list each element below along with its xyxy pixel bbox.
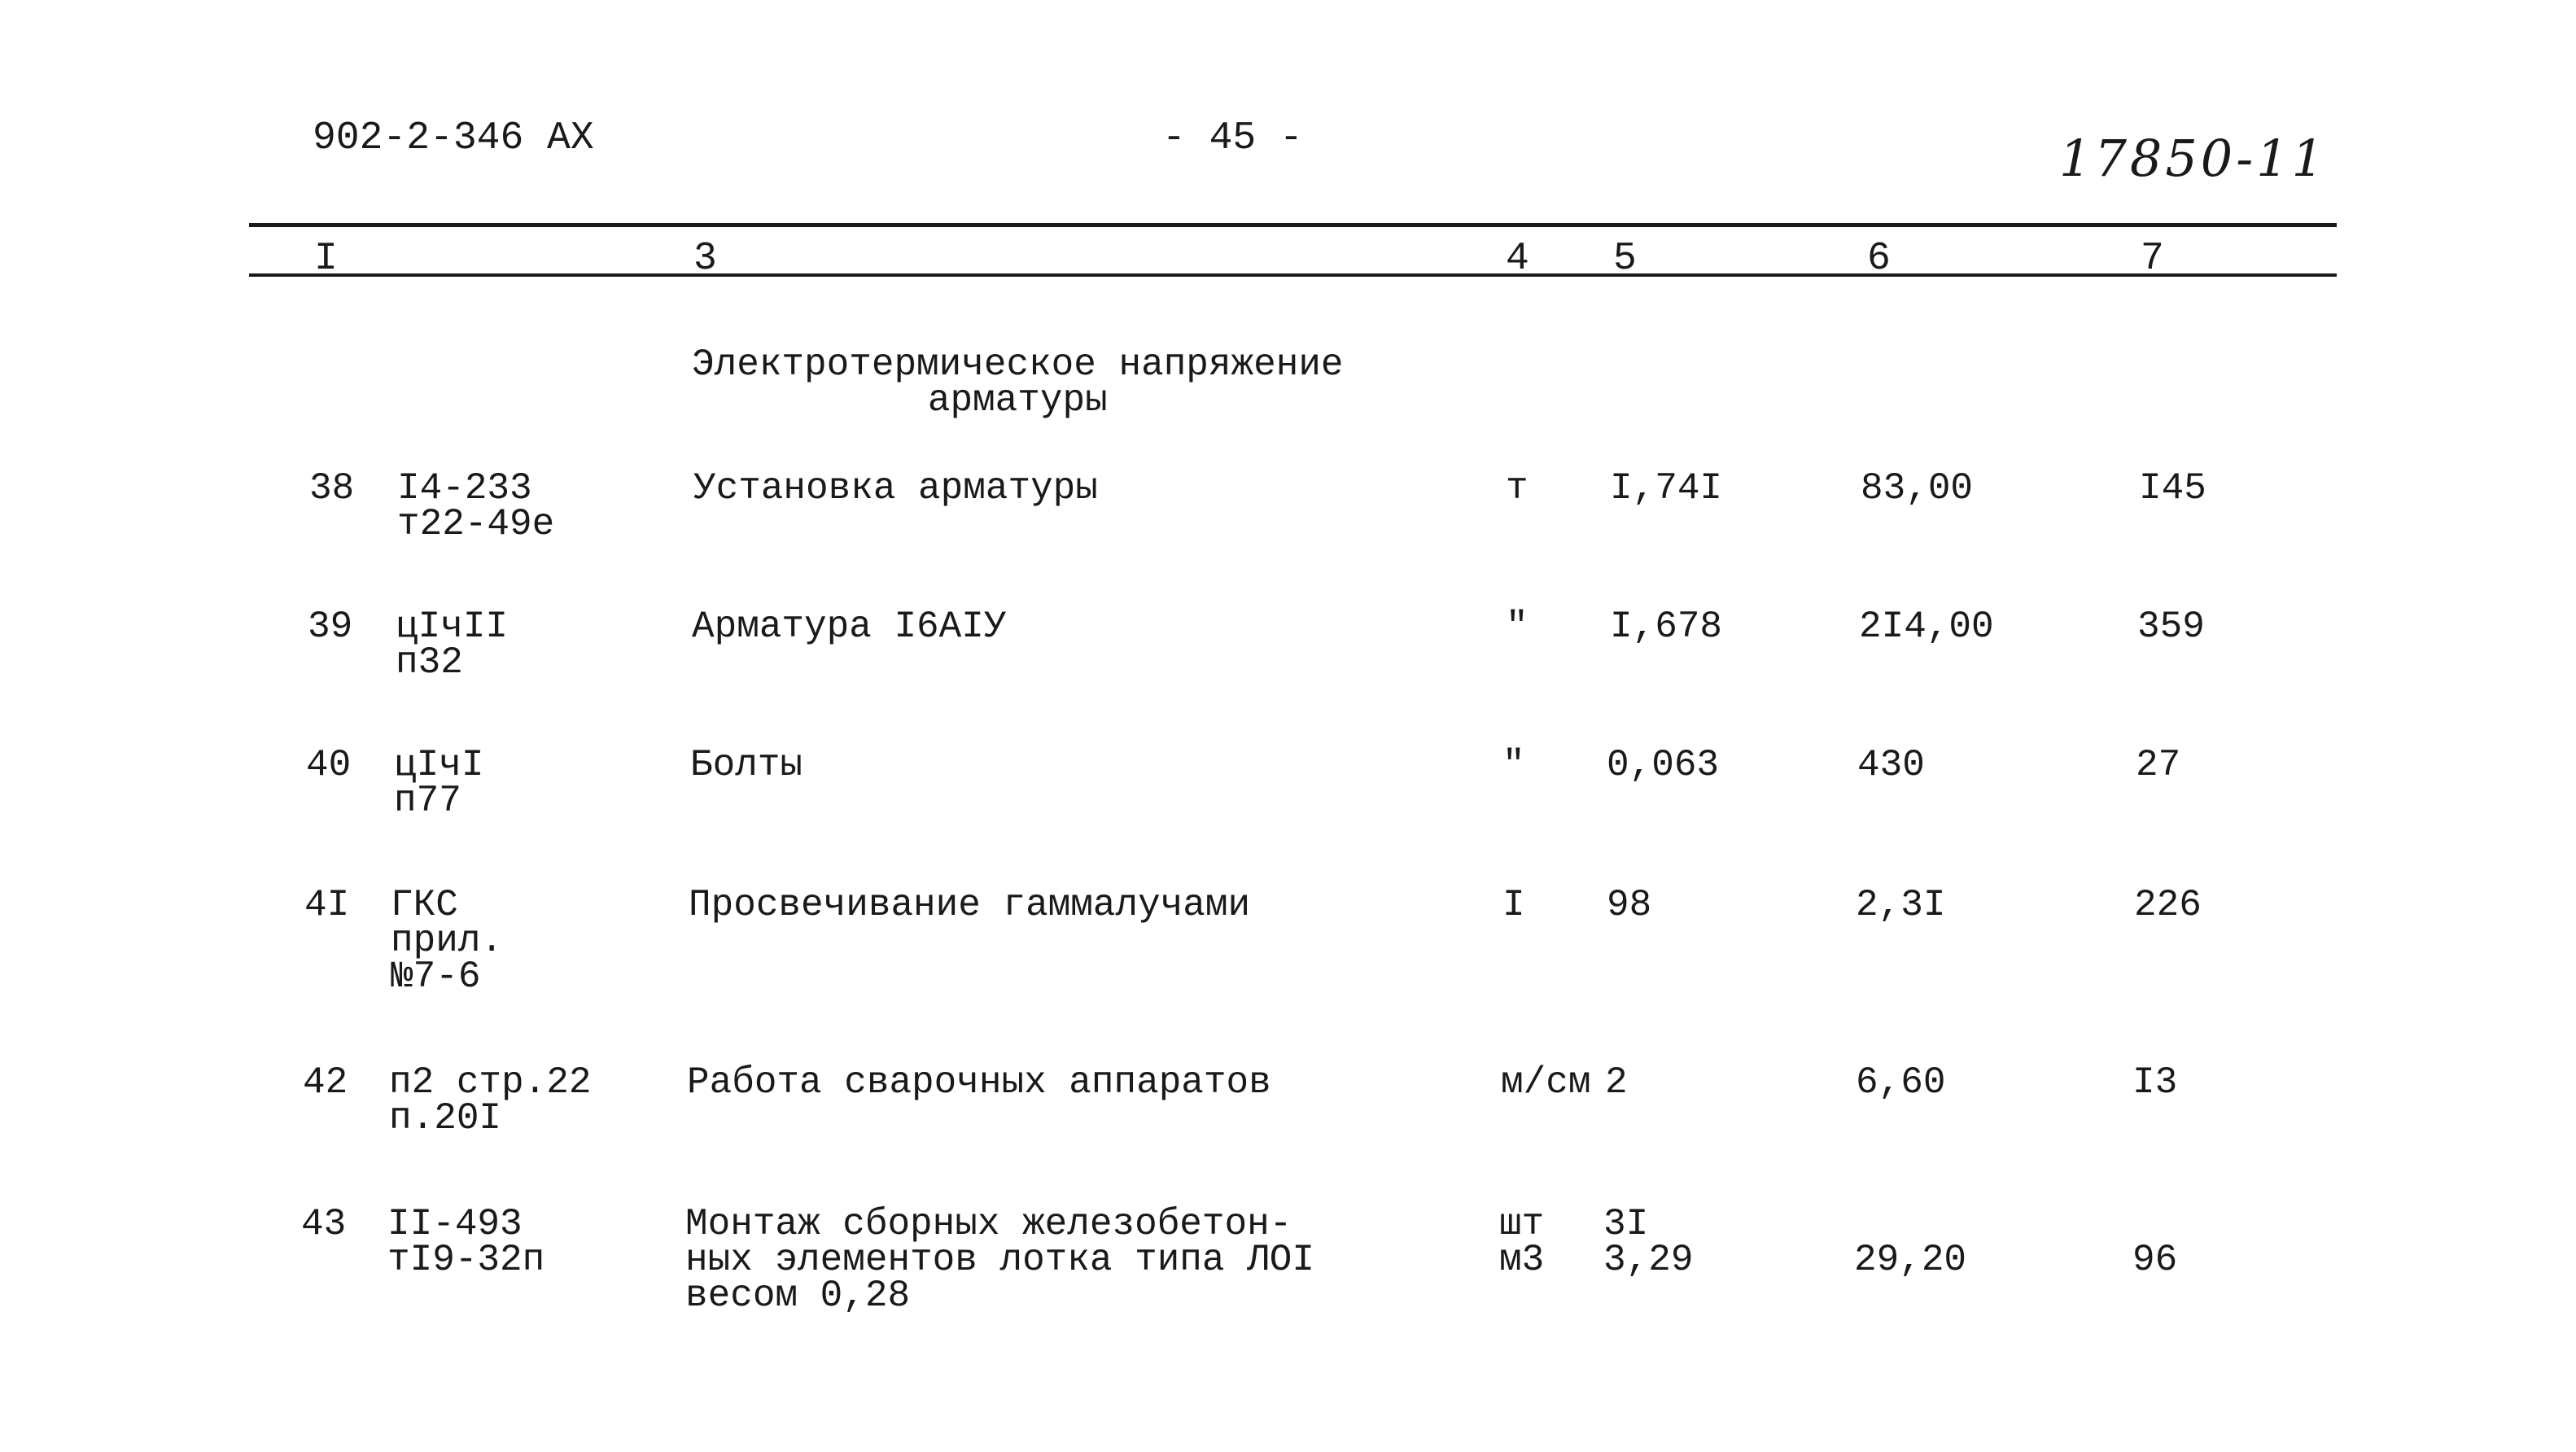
column-header-6: 6 bbox=[1867, 237, 1891, 281]
row-unit-price: 2I4,00 bbox=[1859, 606, 1994, 648]
row-quantity bbox=[1603, 1203, 1694, 1281]
code-line: п.20I bbox=[389, 1097, 502, 1139]
code-line: п32 bbox=[396, 641, 463, 684]
row-total: 226 bbox=[2134, 884, 2202, 926]
row-number: 40 bbox=[306, 744, 352, 786]
row-number: 38 bbox=[309, 467, 355, 510]
description-line: Монтаж сборных железобетон- bbox=[685, 1203, 1292, 1245]
row-code bbox=[396, 606, 509, 684]
column-header-5: 5 bbox=[1613, 237, 1637, 281]
code-line: цIчI bbox=[394, 744, 484, 786]
code-line: ГКС bbox=[391, 884, 458, 926]
row-unit-price: 430 bbox=[1857, 744, 1925, 786]
row-quantity: I,678 bbox=[1610, 606, 1723, 648]
code-line: I4-233 bbox=[397, 467, 532, 510]
section-title-line: арматуры bbox=[927, 379, 1108, 422]
column-header-7: 7 bbox=[2141, 237, 2164, 281]
code-line: II-493 bbox=[387, 1203, 523, 1245]
row-unit: " bbox=[1506, 606, 1529, 648]
row-description: Установка арматуры bbox=[693, 467, 1098, 510]
table-header-rule bbox=[249, 273, 2337, 277]
row-number: 39 bbox=[308, 606, 353, 648]
section-title-line: Электротермическое напряжение bbox=[692, 343, 1344, 386]
row-code bbox=[389, 1061, 592, 1139]
page-number: - 45 - bbox=[1162, 116, 1303, 160]
code-line: п2 стр.22 bbox=[389, 1061, 592, 1104]
row-code bbox=[391, 884, 504, 998]
document-code: 902-2-346 АХ bbox=[313, 116, 594, 160]
handwritten-reference: 17850-11 bbox=[2059, 129, 2328, 188]
row-total: 27 bbox=[2136, 744, 2181, 786]
quantity-line: 3,29 bbox=[1603, 1239, 1694, 1281]
code-line: №7-6 bbox=[391, 956, 481, 998]
row-total: 96 bbox=[2132, 1239, 2178, 1281]
row-total: 359 bbox=[2137, 606, 2205, 648]
column-header-4: 4 bbox=[1506, 237, 1529, 281]
row-unit-price: 2,3I bbox=[1856, 884, 1946, 926]
row-total: I45 bbox=[2139, 467, 2206, 510]
code-line: п77 bbox=[394, 780, 461, 822]
section-title bbox=[692, 343, 1344, 422]
row-unit: I bbox=[1502, 884, 1525, 926]
description-line: весом 0,28 bbox=[685, 1275, 911, 1317]
quantity-line: 3I bbox=[1603, 1203, 1649, 1245]
row-unit-price: 6,60 bbox=[1856, 1061, 1946, 1104]
code-line: цIчII bbox=[396, 606, 509, 648]
row-number: 43 bbox=[301, 1203, 347, 1245]
code-line: т22-49е bbox=[397, 503, 555, 545]
column-header-3: 3 bbox=[693, 237, 717, 281]
code-line: тI9-32п bbox=[387, 1239, 545, 1281]
row-unit-price: 29,20 bbox=[1854, 1239, 1967, 1281]
row-total: I3 bbox=[2132, 1061, 2178, 1104]
unit-line: шт bbox=[1499, 1203, 1545, 1245]
row-description: Болты bbox=[690, 744, 803, 786]
row-description bbox=[685, 1203, 1314, 1317]
code-line: прил. bbox=[391, 920, 504, 962]
row-unit: " bbox=[1502, 744, 1525, 786]
row-number: 42 bbox=[303, 1061, 348, 1104]
row-quantity: 0,063 bbox=[1607, 744, 1720, 786]
row-quantity: I,74I bbox=[1610, 467, 1723, 510]
row-code bbox=[387, 1203, 545, 1281]
row-quantity: 2 bbox=[1605, 1061, 1628, 1104]
row-number: 4I bbox=[304, 884, 350, 926]
row-unit: м/см bbox=[1501, 1061, 1591, 1104]
row-description: Арматура I6АIУ bbox=[692, 606, 1007, 648]
row-description: Просвечивание гаммалучами bbox=[689, 884, 1251, 926]
row-code bbox=[394, 744, 484, 822]
column-header-1: I bbox=[314, 237, 338, 281]
row-unit bbox=[1499, 1203, 1545, 1281]
description-line: ных элементов лотка типа ЛОI bbox=[685, 1239, 1314, 1281]
row-unit-price: 83,00 bbox=[1861, 467, 1974, 510]
unit-line: м3 bbox=[1499, 1239, 1545, 1281]
row-code bbox=[397, 467, 555, 545]
row-quantity: 98 bbox=[1607, 884, 1652, 926]
row-unit: т bbox=[1506, 467, 1529, 510]
table-top-rule bbox=[249, 223, 2337, 227]
row-description: Работа сварочных аппаратов bbox=[687, 1061, 1271, 1104]
